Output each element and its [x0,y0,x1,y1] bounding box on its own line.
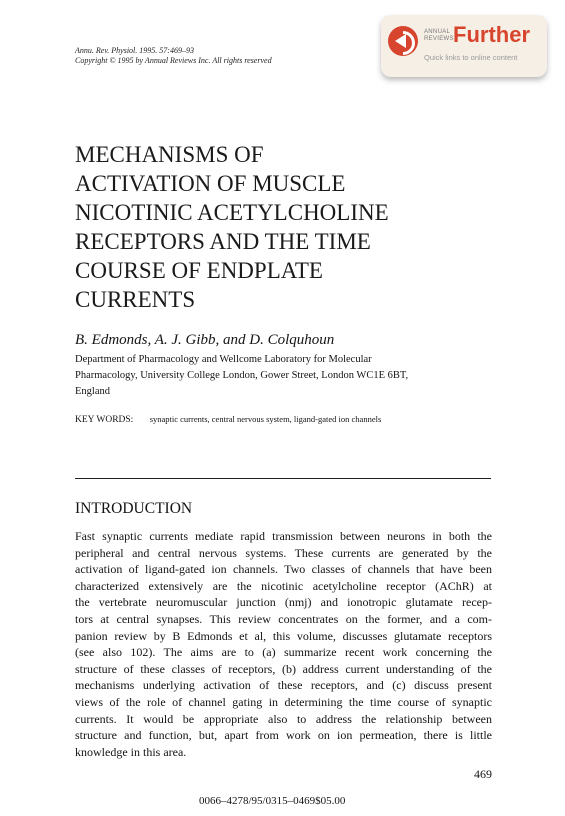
title-line: ACTIVATION OF MUSCLE [75,171,346,196]
body-line: structure and function, but, apart from work on ion permeation, there is little [75,728,492,743]
affiliation-line: Department of Pharmacology and Wellcome Laboratory for Molecular [75,354,372,365]
author-list: B. Edmonds, A. J. Gibb, and D. Colquhoun [75,332,335,348]
section-heading: INTRODUCTION [75,500,193,517]
badge-further-label: Further [453,22,530,47]
title-line: COURSE OF ENDPLATE [75,258,323,283]
keywords-label: KEY WORDS: [75,415,134,425]
body-line: knowledge in this area. [75,744,187,759]
citation-line-1: Annu. Rev. Physiol. 1995. 57:469–93 [75,46,194,55]
journal-citation [75,46,272,66]
body-line: panion review by B Edmonds et al, this volume, discusses glutamate receptors [75,628,492,643]
body-line: Fast synaptic currents mediate rapid transmission between neurons in both the [75,529,492,543]
keywords [75,414,381,425]
keywords-list: synaptic currents, central nervous system, ligand-gated ion channels [149,414,382,424]
page-number: 469 [474,767,492,781]
title-line: MECHANISMS OF [75,142,264,167]
title-line: RECEPTORS AND THE TIME [75,229,371,254]
body-line: structure of these classes of receptors, (b) address current understanding of the [75,661,492,676]
introduction-paragraph [75,528,492,760]
body-line: (see also 102). The aims are to (a) summarize recent work concerning the [75,645,492,660]
body-line: the vertebrate neuromuscular junction (nmj) and ionotropic glutamate recep- [75,595,492,610]
body-line: views of the role of channel gating in determining the time course of synaptic [75,694,492,709]
body-line: tors at central synapses. This review concentrates on the former, and a com- [75,611,492,626]
citation-line-2: Copyright © 1995 by Annual Reviews Inc. All rights reserved [75,56,272,65]
badge-tagline: Quick links to online content [424,53,518,62]
title-line: NICOTINIC ACETYLCHOLINE [75,200,389,225]
affiliation-line: Pharmacology, University College London, Gower Street, London WC1E 6BT, [75,370,409,381]
annual-reviews-logo-icon [388,26,418,56]
body-line: peripheral and central nervous systems. These currents are generated by the [75,545,492,560]
article-title [75,140,495,314]
body-line: characterized extensively are the nicotinic acetylcholine receptor (AChR) at [75,578,492,593]
article-code: 0066–4278/95/0315–0469$05.00 [199,795,346,807]
body-line: activation of ligand-gated ion channels. Two classes of channels that have been [75,562,492,577]
body-line: mechanisms underlying activation of these receptors, and (c) discuss present [75,678,492,693]
author-affiliation [75,352,505,400]
title-line: CURRENTS [75,287,196,312]
affiliation-line: England [75,386,110,397]
annual-reviews-further-badge[interactable] [381,15,547,77]
body-line: currents. It would be appropriate also to address the relationship between [75,711,492,726]
section-divider [75,478,491,479]
badge-publisher-name: ANNUAL REVIEWS [424,29,454,42]
